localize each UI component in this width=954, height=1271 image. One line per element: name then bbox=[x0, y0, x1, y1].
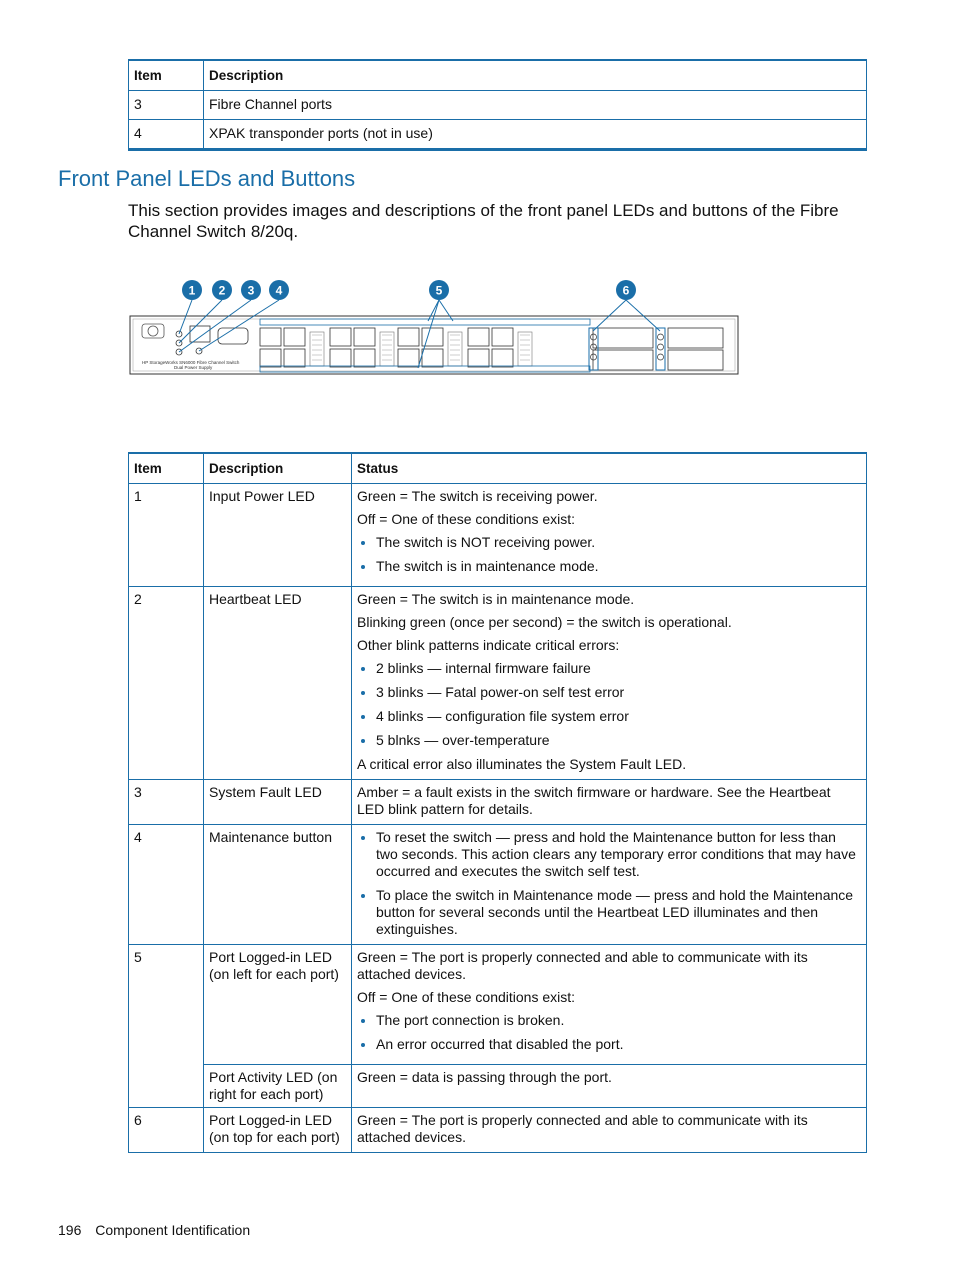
callout-5 bbox=[429, 280, 449, 300]
header-description: Description bbox=[204, 453, 352, 484]
item-cell: 5 bbox=[129, 945, 204, 1108]
callout-2 bbox=[212, 280, 232, 300]
header-description: Description bbox=[204, 60, 867, 91]
svg-text:3: 3 bbox=[247, 283, 255, 298]
list-item: • 2 blinks — internal firmware failure bbox=[376, 660, 860, 677]
list-item: • 4 blinks — configuration file system error bbox=[376, 708, 860, 725]
list-item: • 5 blnks — over-temperature bbox=[376, 732, 860, 749]
status-list bbox=[357, 1012, 860, 1053]
status-text: A critical error also illuminates the System Fault LED. bbox=[357, 756, 687, 772]
table-row bbox=[129, 780, 867, 825]
item-cell: 4 bbox=[129, 825, 204, 945]
status-cell bbox=[352, 484, 867, 587]
device-label-line2: Dual Power Supply bbox=[174, 365, 213, 370]
page-footer bbox=[58, 1222, 260, 1238]
status-text: Green = The switch is in maintenance mode. bbox=[357, 591, 635, 607]
callout-1 bbox=[182, 280, 202, 300]
status-list bbox=[357, 534, 860, 575]
table-row bbox=[129, 945, 867, 1065]
callout-3 bbox=[241, 280, 261, 300]
status-text: Amber = a fault exists in the switch firmware or hardware. See the Heartbeat LED blink pattern for details. bbox=[357, 784, 831, 817]
front-panel-figure bbox=[128, 276, 740, 378]
header-item: Item bbox=[129, 60, 204, 91]
table-row bbox=[129, 120, 867, 150]
svg-text:4: 4 bbox=[275, 283, 283, 298]
table-row bbox=[129, 91, 867, 120]
item-description-table bbox=[128, 59, 867, 151]
list-item: • The switch is in maintenance mode. bbox=[376, 558, 860, 575]
description-cell: Input Power LED bbox=[204, 484, 352, 587]
status-text: Green = The port is properly connected and able to communicate with its attached devices. bbox=[357, 949, 808, 982]
table-row bbox=[129, 587, 867, 780]
footer-section-name: Component Identification bbox=[95, 1222, 251, 1238]
status-text: Off = One of these conditions exist: bbox=[357, 989, 576, 1005]
status-cell bbox=[352, 1065, 867, 1108]
status-cell bbox=[352, 1108, 867, 1153]
item-cell: 6 bbox=[129, 1108, 204, 1153]
header-item: Item bbox=[129, 453, 204, 484]
table-row bbox=[129, 1065, 867, 1108]
list-item: • The switch is NOT receiving power. bbox=[376, 534, 860, 551]
description-cell: XPAK transponder ports (not in use) bbox=[204, 120, 867, 150]
status-list bbox=[357, 660, 860, 749]
description-cell: Heartbeat LED bbox=[204, 587, 352, 780]
item-cell: 2 bbox=[129, 587, 204, 780]
status-text: Green = The switch is receiving power. bbox=[357, 488, 598, 504]
table-row bbox=[129, 825, 867, 945]
page-number: 196 bbox=[58, 1222, 82, 1238]
status-cell bbox=[352, 587, 867, 780]
description-cell: System Fault LED bbox=[204, 780, 352, 825]
svg-text:6: 6 bbox=[622, 283, 630, 298]
table-row bbox=[129, 484, 867, 587]
list-item: • 3 blinks — Fatal power-on self test error bbox=[376, 684, 860, 701]
led-status-table bbox=[128, 452, 867, 1153]
status-cell bbox=[352, 825, 867, 945]
status-text: Blinking green (once per second) = the switch is operational. bbox=[357, 614, 732, 630]
table-row bbox=[129, 1108, 867, 1153]
status-text: Off = One of these conditions exist: bbox=[357, 511, 576, 527]
list-item: • To place the switch in Maintenance mode — press and hold the Maintenance button for several seconds until the Heartbeat LED illuminates and then extinguishes. bbox=[376, 887, 860, 938]
section-intro: This section provides images and descriptions of the front panel LEDs and buttons of the Fibre Channel Switch 8/20q. bbox=[128, 201, 839, 241]
description-cell: Port Logged-in LED (on top for each port) bbox=[204, 1108, 352, 1153]
svg-text:1: 1 bbox=[188, 283, 196, 298]
section-title: Front Panel LEDs and Buttons bbox=[58, 166, 356, 191]
status-cell bbox=[352, 945, 867, 1065]
header-status: Status bbox=[352, 453, 867, 484]
item-cell: 3 bbox=[129, 780, 204, 825]
item-cell: 1 bbox=[129, 484, 204, 587]
item-cell: 3 bbox=[129, 91, 204, 120]
svg-text:2: 2 bbox=[218, 283, 226, 298]
description-cell: Fibre Channel ports bbox=[204, 91, 867, 120]
list-item: • An error occurred that disabled the port. bbox=[376, 1036, 860, 1053]
status-text: Other blink patterns indicate critical errors: bbox=[357, 637, 620, 653]
description-cell: Port Activity LED (on right for each port) bbox=[204, 1065, 352, 1108]
status-text: Green = data is passing through the port. bbox=[357, 1069, 612, 1085]
description-cell: Maintenance button bbox=[204, 825, 352, 945]
callout-6 bbox=[616, 280, 636, 300]
device-label-line1: HP StorageWorks SN6000 Fibre Channel Switch bbox=[142, 360, 240, 365]
description-cell: Port Logged-in LED (on left for each port) bbox=[204, 945, 352, 1065]
svg-text:5: 5 bbox=[435, 283, 443, 298]
item-cell: 4 bbox=[129, 120, 204, 150]
status-cell bbox=[352, 780, 867, 825]
status-list bbox=[357, 829, 860, 938]
status-text: Green = The port is properly connected and able to communicate with its attached devices. bbox=[357, 1112, 808, 1145]
list-item: • The port connection is broken. bbox=[376, 1012, 860, 1029]
callout-4 bbox=[269, 280, 289, 300]
list-item: • To reset the switch — press and hold the Maintenance button for less than two seconds. This action clears any temporary error conditions that may have occurred and executes the switch self test. bbox=[376, 829, 860, 880]
